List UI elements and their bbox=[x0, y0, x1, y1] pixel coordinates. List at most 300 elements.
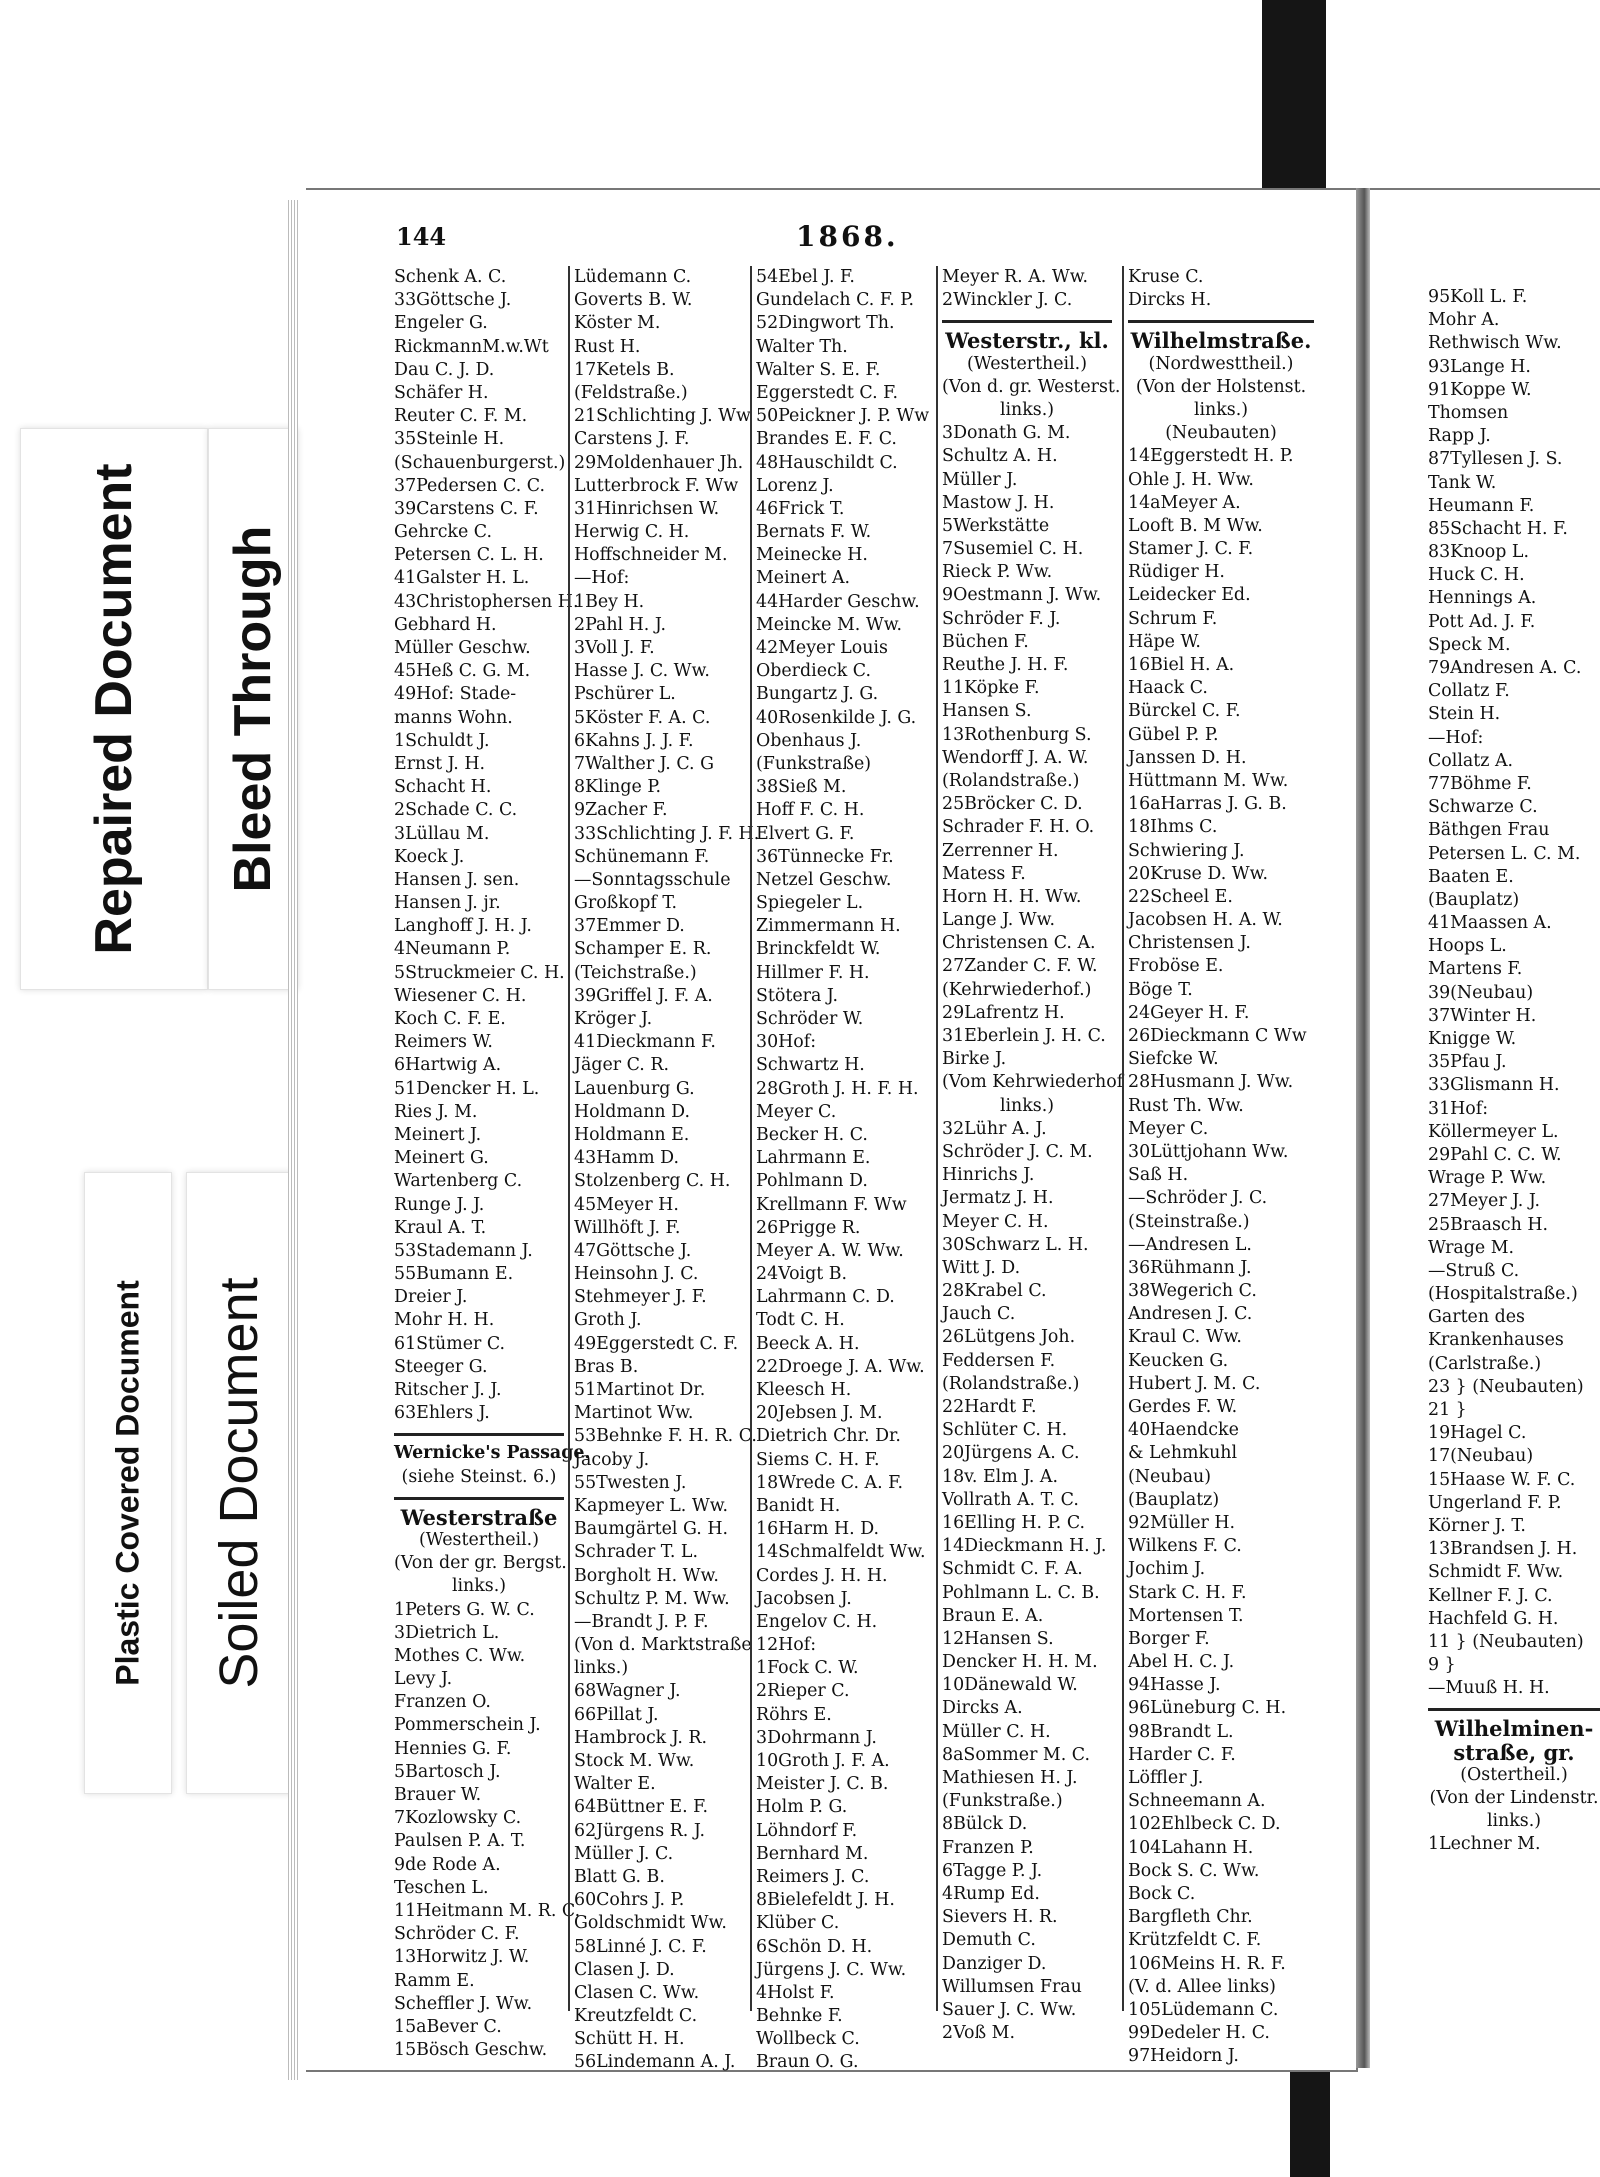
entry-line: Röhrs E. bbox=[756, 1704, 832, 1725]
entry-line: Schrader T. L. bbox=[574, 1542, 698, 1563]
entry-line: 61Stümer C. bbox=[394, 1333, 506, 1354]
passage-heading: Wernicke's Passage. bbox=[394, 1443, 591, 1464]
entry-line: Kraul C. Ww. bbox=[1128, 1327, 1242, 1348]
entry-line: 91Koppe W. bbox=[1428, 379, 1532, 400]
entry-line: links.) bbox=[1486, 1811, 1542, 1832]
entry-line: 25Braasch H. bbox=[1428, 1214, 1549, 1235]
section-rule bbox=[942, 312, 1112, 323]
entry-line: Gerdes F. W. bbox=[1128, 1397, 1238, 1417]
entry-line: Lahrmann E. bbox=[756, 1148, 871, 1169]
entry-line: Vollrath A. T. C. bbox=[942, 1489, 1079, 1510]
entry-line: Demuth C. bbox=[942, 1930, 1036, 1951]
entry-line: (Carlstraße.) bbox=[1428, 1353, 1542, 1374]
entry-line: 18Wrede C. A. F. bbox=[756, 1472, 904, 1493]
entry-line: Goldschmidt Ww. bbox=[574, 1913, 727, 1934]
entry-line: 21 } bbox=[1428, 1400, 1467, 1420]
entry-line: 33Göttsche J. bbox=[394, 290, 512, 311]
entry-line: 49Hof: Stade- bbox=[394, 684, 517, 705]
entry-line: Leidecker Ed. bbox=[1128, 585, 1251, 606]
entry-line: & Lehmkuhl bbox=[1128, 1443, 1238, 1464]
entry-line: Meincke M. Ww. bbox=[756, 614, 903, 635]
entry-line: Jürgens J. C. Ww. bbox=[756, 1959, 907, 1980]
section-rule bbox=[1128, 312, 1314, 323]
entry-line: 60Cohrs J. P. bbox=[574, 1890, 685, 1911]
entry-line: Schultz A. H. bbox=[942, 446, 1058, 467]
entry-line: Böge T. bbox=[1128, 979, 1193, 1000]
entry-line: Borgholt H. Ww. bbox=[574, 1565, 719, 1586]
entry-line: 47Göttsche J. bbox=[574, 1240, 692, 1261]
entry-line: Engeler G. bbox=[394, 313, 488, 334]
entry-line: 2Voß M. bbox=[942, 2023, 1015, 2044]
entry-line: Zerrenner H. bbox=[942, 840, 1059, 861]
entry-line: Dau C. J. D. bbox=[394, 359, 495, 380]
entry-line: 18Ihms C. bbox=[1128, 817, 1218, 838]
entry-line: —Brandt J. P. F. bbox=[574, 1611, 709, 1632]
entry-line: Meinert J. bbox=[394, 1124, 482, 1145]
entry-line: Banidt H. bbox=[756, 1495, 841, 1516]
entry-line: 44Harder Geschw. bbox=[756, 591, 920, 612]
entry-line: Bäthgen Frau bbox=[1428, 820, 1550, 841]
entry-line: 38Wegerich C. bbox=[1128, 1281, 1257, 1302]
entry-line: Kapmeyer L. Ww. bbox=[574, 1495, 729, 1516]
entry-line: (Vom Kehrwiederhof bbox=[942, 1072, 1124, 1093]
entry-line: —Andresen L. bbox=[1128, 1234, 1252, 1255]
entry-line: Häpe W. bbox=[1128, 631, 1201, 652]
entry-line: Sievers H. R. bbox=[942, 1907, 1058, 1928]
entry-line: Klüber C. bbox=[756, 1913, 840, 1934]
entry-line: 95Koll L. F. bbox=[1428, 287, 1528, 307]
entry-line: Bras B. bbox=[574, 1356, 639, 1377]
entry-line: 39Carstens C. F. bbox=[394, 498, 539, 519]
book-gutter bbox=[1356, 188, 1370, 2068]
entry-line: 1Lechner M. bbox=[1428, 1834, 1541, 1855]
entry-line: 11Köpke F. bbox=[942, 678, 1040, 699]
entry-line: Martens F. bbox=[1428, 959, 1523, 980]
entry-line: Löhndorf F. bbox=[756, 1820, 858, 1841]
entry-line: Krützfeldt C. F. bbox=[1128, 1930, 1262, 1951]
entry-line: (Von d. gr. Westerst. bbox=[942, 376, 1121, 397]
entry-line: Schenk A. C. bbox=[394, 267, 507, 287]
entry-line: Walter Th. bbox=[756, 336, 848, 357]
entry-line: 106Meins H. R. F. bbox=[1128, 1953, 1286, 1974]
entry-line: Zimmermann H. bbox=[756, 916, 901, 937]
entry-line: Schütt H. H. bbox=[574, 2029, 685, 2050]
entry-line: 4Rump Ed. bbox=[942, 1883, 1040, 1904]
entry-line: 35Pfau J. bbox=[1428, 1052, 1507, 1073]
entry-line: 3Voll J. F. bbox=[574, 638, 655, 658]
entry-line: Huck C. H. bbox=[1428, 565, 1525, 586]
column-divider bbox=[750, 266, 752, 2011]
entry-line: Hansen J. jr. bbox=[394, 893, 501, 914]
street-heading: Wilhelminen- bbox=[1434, 1716, 1594, 1742]
entry-line: Thomsen bbox=[1428, 402, 1509, 423]
entry-line: 46Frick T. bbox=[756, 498, 845, 519]
entry-line: 5Werkstätte bbox=[942, 515, 1050, 536]
entry-line: (Hospitalstraße.) bbox=[1428, 1284, 1578, 1305]
entry-line: 15Haase W. F. C. bbox=[1428, 1469, 1576, 1490]
entry-line: Dencker H. H. M. bbox=[942, 1652, 1098, 1673]
directory-column-5 bbox=[1128, 266, 1314, 2068]
entry-line: Becker H. C. bbox=[756, 1124, 868, 1145]
entry-line: Tank W. bbox=[1428, 472, 1497, 493]
entry-line: Martinot Ww. bbox=[574, 1403, 694, 1424]
entry-line: 3Donath G. M. bbox=[942, 423, 1071, 444]
entry-line: Hillmer F. H. bbox=[756, 962, 870, 983]
entry-line: 10Groth J. F. A. bbox=[756, 1751, 890, 1771]
entry-line: Brauer W. bbox=[394, 1785, 482, 1805]
entry-line: Borger F. bbox=[1128, 1628, 1210, 1649]
entry-line: 24Voigt B. bbox=[756, 1264, 848, 1285]
entry-line: Müller J. bbox=[942, 469, 1018, 490]
entry-line: 6Kahns J. J. F. bbox=[574, 730, 694, 751]
entry-line: 77Böhme F. bbox=[1428, 773, 1532, 794]
entry-line: Krankenhauses bbox=[1428, 1330, 1564, 1351]
entry-line: 40Rosenkilde J. G. bbox=[756, 707, 917, 728]
entry-line: Christensen J. bbox=[1128, 933, 1251, 954]
entry-line: 9Zacher F. bbox=[574, 800, 668, 821]
entry-line: 26Prigge R. bbox=[756, 1217, 861, 1238]
entry-line: Meinert A. bbox=[756, 568, 851, 589]
entry-line: Hennies G. F. bbox=[394, 1738, 512, 1759]
entry-line: 98Brandt L. bbox=[1128, 1721, 1234, 1742]
entry-line: Rieck P. Ww. bbox=[942, 562, 1053, 583]
entry-line: Behnke F. bbox=[756, 2006, 843, 2027]
entry-line: Runge J. J. bbox=[394, 1194, 485, 1215]
entry-line: 105Lüdemann C. bbox=[1128, 1999, 1279, 2020]
label-soiled-document: Soiled Document bbox=[186, 1172, 292, 1794]
entry-line: 58Linné J. C. F. bbox=[574, 1936, 707, 1957]
entry-line: (Von der Holstenst. bbox=[1135, 376, 1307, 397]
entry-line: 79Andresen A. C. bbox=[1428, 658, 1582, 678]
entry-line: —Muuß H. H. bbox=[1428, 1678, 1550, 1699]
entry-line: Goverts B. W. bbox=[574, 290, 693, 311]
entry-line: 8Klinge P. bbox=[574, 777, 662, 798]
entry-line: Meyer A. W. Ww. bbox=[756, 1240, 904, 1261]
entry-line: Herwig C. H. bbox=[574, 522, 690, 543]
entry-line: 27Meyer J. J. bbox=[1428, 1191, 1541, 1212]
entry-line: Mortensen T. bbox=[1128, 1605, 1244, 1626]
entry-line: 5Köster F. A. C. bbox=[574, 707, 711, 728]
entry-line: 7Susemiel C. H. bbox=[942, 539, 1084, 560]
entry-line: 23 } (Neubauten) bbox=[1428, 1376, 1584, 1397]
entry-line: Haack C. bbox=[1128, 678, 1208, 699]
entry-line: Matess F. bbox=[942, 863, 1026, 884]
entry-line: Willhöft J. F. bbox=[574, 1217, 681, 1238]
entry-line: 2Winckler J. C. bbox=[942, 290, 1073, 311]
entry-line: Ungerland F. P. bbox=[1428, 1492, 1562, 1513]
entry-line: (Westertheil.) bbox=[967, 353, 1087, 374]
section-rule bbox=[1428, 1700, 1600, 1711]
entry-line: 16Elling H. P. C. bbox=[942, 1512, 1086, 1533]
entry-line: 31Hof: bbox=[1428, 1098, 1489, 1119]
directory-column-2 bbox=[574, 266, 760, 2075]
entry-line: Mathiesen H. J. bbox=[942, 1768, 1078, 1788]
entry-line: (Ostertheil.) bbox=[1460, 1764, 1568, 1785]
entry-line: Obenhaus J. bbox=[756, 730, 862, 751]
entry-line: Wiesener C. H. bbox=[394, 985, 527, 1006]
entry-line: Eggerstedt C. F. bbox=[756, 382, 899, 403]
entry-line: links.) bbox=[1193, 399, 1249, 420]
entry-line: (Rolandstraße.) bbox=[942, 1373, 1080, 1394]
entry-line: 55Twesten J. bbox=[574, 1472, 687, 1493]
entry-line: 3Dohrmann J. bbox=[756, 1727, 877, 1748]
entry-line: Kruse C. bbox=[1128, 267, 1204, 287]
entry-line: Reuter C. F. M. bbox=[394, 406, 528, 427]
entry-line: Meyer C. H. bbox=[942, 1211, 1049, 1232]
entry-line: Lange J. Ww. bbox=[942, 910, 1055, 931]
entry-line: Ohle J. H. Ww. bbox=[1128, 469, 1254, 490]
entry-line: Hüttmann M. Ww. bbox=[1128, 770, 1289, 791]
entry-line: (Neubauten) bbox=[1165, 423, 1277, 444]
entry-line: links.) bbox=[999, 399, 1055, 420]
entry-line: 99Dedeler H. C. bbox=[1128, 2023, 1270, 2044]
entry-line: 6Hartwig A. bbox=[394, 1055, 502, 1076]
entry-line: 37Emmer D. bbox=[574, 916, 685, 937]
directory-column-4 bbox=[942, 266, 1124, 2045]
entry-line: Dreier J. bbox=[394, 1287, 468, 1308]
entry-line: Schrum F. bbox=[1128, 608, 1218, 629]
entry-line: Rethwisch Ww. bbox=[1428, 333, 1562, 354]
entry-line: 14Schmalfeldt Ww. bbox=[756, 1542, 926, 1563]
entry-line: Mastow J. H. bbox=[942, 492, 1055, 513]
entry-line: Koeck J. bbox=[394, 846, 465, 867]
entry-line: 28Husmann J. Ww. bbox=[1128, 1072, 1294, 1093]
entry-line: —Struß C. bbox=[1428, 1260, 1520, 1281]
entry-line: 42Meyer Louis bbox=[756, 638, 888, 658]
entry-line: 9de Rode A. bbox=[394, 1854, 501, 1875]
entry-line: 20Jürgens A. C. bbox=[942, 1443, 1080, 1464]
entry-line: (Bauplatz) bbox=[1128, 1489, 1220, 1510]
entry-line: (Feldstraße.) bbox=[574, 382, 688, 403]
entry-line: Heumann F. bbox=[1428, 495, 1535, 516]
entry-line: Lorenz J. bbox=[756, 475, 834, 496]
entry-line: (Neubau) bbox=[1128, 1466, 1211, 1487]
entry-line: Dietrich Chr. Dr. bbox=[756, 1426, 901, 1447]
entry-line: (Von d. Marktstraße bbox=[574, 1635, 752, 1656]
entry-line: (Kehrwiederhof.) bbox=[942, 979, 1092, 1000]
directory-column-1 bbox=[394, 266, 591, 2062]
section-rule bbox=[394, 1489, 564, 1500]
entry-line: —Hof: bbox=[1428, 727, 1484, 748]
entry-line: 6Tagge P. J. bbox=[942, 1860, 1043, 1881]
entry-line: Wartenberg C. bbox=[394, 1171, 523, 1192]
entry-line: 83Knoop L. bbox=[1428, 542, 1529, 563]
entry-line: 19Hagel C. bbox=[1428, 1423, 1527, 1444]
entry-line: Hinrichs J. bbox=[942, 1165, 1035, 1186]
entry-line: Büchen F. bbox=[942, 631, 1029, 652]
entry-line: 41Dieckmann F. bbox=[574, 1032, 716, 1053]
entry-line: 40Haendcke bbox=[1128, 1420, 1239, 1441]
entry-line: 5Struckmeier C. H. bbox=[394, 962, 565, 983]
entry-line: Löffler J. bbox=[1128, 1768, 1204, 1788]
entry-line: 8aSommer M. C. bbox=[942, 1744, 1091, 1765]
entry-line: Horn H. H. Ww. bbox=[942, 886, 1082, 907]
entry-line: Körner J. T. bbox=[1428, 1515, 1526, 1536]
entry-line: 43Christophersen H. bbox=[394, 591, 579, 612]
entry-line: (Nordwesttheil.) bbox=[1148, 353, 1294, 374]
entry-line: Lutterbrock F. Ww bbox=[574, 475, 739, 496]
entry-line: Elvert G. F. bbox=[756, 823, 855, 844]
entry-line: Köllermeyer L. bbox=[1428, 1121, 1559, 1142]
entry-line: Schäfer H. bbox=[394, 382, 489, 403]
entry-line: Ritscher J. J. bbox=[394, 1380, 502, 1400]
entry-line: Jermatz J. H. bbox=[942, 1188, 1054, 1209]
entry-line: Birke J. bbox=[942, 1049, 1007, 1070]
entry-line: Heinsohn J. C. bbox=[574, 1264, 699, 1285]
entry-line: 1Schuldt J. bbox=[394, 730, 490, 751]
entry-line: 1Peters G. W. C. bbox=[394, 1599, 535, 1620]
entry-line: 12Hof: bbox=[756, 1635, 817, 1656]
entry-line: 64Büttner E. F. bbox=[574, 1797, 709, 1818]
entry-line: 9 } bbox=[1428, 1655, 1456, 1676]
entry-line: 38Sieß M. bbox=[756, 777, 847, 798]
entry-line: Schrader F. H. O. bbox=[942, 817, 1095, 838]
entry-line: Ramm E. bbox=[394, 1970, 475, 1991]
entry-line: 13Horwitz J. W. bbox=[394, 1947, 530, 1968]
entry-line: 16Biel H. A. bbox=[1128, 655, 1235, 675]
column-divider bbox=[936, 266, 938, 2011]
entry-line: 1Fock C. W. bbox=[756, 1658, 859, 1679]
entry-line: 3Lüllau M. bbox=[394, 823, 490, 844]
entry-line: 11 } (Neubauten) bbox=[1428, 1631, 1584, 1652]
entry-line: 53Stademann J. bbox=[394, 1240, 533, 1261]
entry-line: Gundelach C. F. P. bbox=[756, 290, 914, 311]
entry-line: manns Wohn. bbox=[394, 707, 513, 728]
entry-line: Spiegeler L. bbox=[756, 893, 864, 914]
entry-line: Christensen C. A. bbox=[942, 933, 1096, 954]
entry-line: Müller J. C. bbox=[574, 1843, 674, 1864]
entry-line: Koch C. F. E. bbox=[394, 1009, 506, 1029]
entry-line: Stolzenberg C. H. bbox=[574, 1171, 731, 1192]
entry-line: Kleesch H. bbox=[756, 1380, 852, 1400]
entry-line: Stötera J. bbox=[756, 985, 839, 1006]
entry-line: Meinecke H. bbox=[756, 545, 868, 566]
entry-line: Holdmann E. bbox=[574, 1124, 690, 1145]
entry-line: 51Dencker H. L. bbox=[394, 1078, 540, 1099]
entry-line: (Funkstraße) bbox=[756, 753, 872, 774]
entry-line: 45Heß C. G. M. bbox=[394, 661, 531, 682]
entry-line: Schacht H. bbox=[394, 777, 492, 798]
entry-line: Hachfeld G. H. bbox=[1428, 1608, 1559, 1629]
entry-line: Kellner F. J. C. bbox=[1428, 1585, 1553, 1606]
entry-line: Stock M. Ww. bbox=[574, 1751, 695, 1771]
section-rule bbox=[394, 1425, 564, 1436]
entry-line: 50Peickner J. P. Ww bbox=[756, 406, 930, 427]
entry-line: Schultz P. M. Ww. bbox=[574, 1588, 730, 1609]
entry-line: Looft B. M Ww. bbox=[1128, 515, 1263, 536]
entry-line: Hoff F. C. H. bbox=[756, 800, 865, 821]
entry-line: 51Martinot Dr. bbox=[574, 1380, 706, 1400]
entry-line: Kreutzfeldt C. bbox=[574, 2006, 698, 2027]
entry-line: 56Lindemann A. J. bbox=[574, 2052, 736, 2073]
entry-line: Abel H. C. J. bbox=[1128, 1652, 1235, 1673]
entry-line: Mothes C. Ww. bbox=[394, 1645, 526, 1666]
entry-line: Collatz A. bbox=[1428, 750, 1514, 771]
entry-line: Schwartz H. bbox=[756, 1055, 865, 1076]
entry-line: 15Bösch Geschw. bbox=[394, 2040, 548, 2061]
entry-line: Engelov C. H. bbox=[756, 1611, 878, 1632]
entry-line: 68Wagner J. bbox=[574, 1681, 681, 1702]
entry-line: Jacobsen J. bbox=[756, 1588, 852, 1609]
entry-line: 85Schacht H. F. bbox=[1428, 518, 1568, 539]
entry-line: Hubert J. M. C. bbox=[1128, 1373, 1261, 1394]
entry-line: Blatt G. B. bbox=[574, 1866, 665, 1887]
entry-line: Langhoff J. H. J. bbox=[394, 916, 532, 937]
entry-line: 93Lange H. bbox=[1428, 356, 1531, 377]
entry-line: Steeger G. bbox=[394, 1356, 488, 1377]
page-number: 144 bbox=[396, 222, 447, 251]
entry-line: 102Ehlbeck C. D. bbox=[1128, 1814, 1281, 1835]
entry-line: Collatz F. bbox=[1428, 681, 1510, 702]
entry-line: links.) bbox=[574, 1658, 629, 1679]
entry-line: Petersen C. L. H. bbox=[394, 545, 544, 566]
entry-line: Petersen L. C. M. bbox=[1428, 843, 1581, 864]
entry-line: Bernhard M. bbox=[756, 1843, 869, 1864]
entry-line: Bernats F. W. bbox=[756, 522, 872, 543]
entry-line: 43Hamm D. bbox=[574, 1148, 680, 1169]
entry-line: 30Lüttjohann Ww. bbox=[1128, 1141, 1289, 1162]
binder-clip-top bbox=[1262, 0, 1326, 212]
entry-line: 8Bülck D. bbox=[942, 1814, 1028, 1835]
entry-line: Gebhard H. bbox=[394, 614, 497, 635]
entry-line: Gübel P. P. bbox=[1128, 724, 1219, 745]
entry-line: 28Krabel C. bbox=[942, 1281, 1047, 1302]
entry-line: Andresen J. C. bbox=[1128, 1304, 1253, 1325]
entry-line: Mohr H. H. bbox=[394, 1310, 495, 1331]
entry-line: 37Pedersen C. C. bbox=[394, 475, 545, 496]
entry-line: Brinckfeldt W. bbox=[756, 939, 881, 960]
entry-line: 16aHarras J. G. B. bbox=[1128, 794, 1287, 815]
entry-line: Jäger C. R. bbox=[574, 1055, 669, 1076]
entry-line: 22Droege J. A. Ww. bbox=[756, 1356, 925, 1377]
entry-line: Schröder W. bbox=[756, 1009, 864, 1029]
label-repaired-document: Repaired Document bbox=[20, 428, 208, 990]
entry-line: (Westertheil.) bbox=[419, 1529, 539, 1550]
entry-line: 30Hof: bbox=[756, 1032, 817, 1053]
entry-line: Hoffschneider M. bbox=[574, 545, 728, 566]
entry-line: (Steinstraße.) bbox=[1128, 1211, 1250, 1232]
entry-line: 49Eggerstedt C. F. bbox=[574, 1333, 739, 1354]
entry-line: —Hof: bbox=[574, 568, 630, 589]
entry-line: 41Maassen A. bbox=[1428, 913, 1552, 934]
entry-line: Stamer J. C. F. bbox=[1128, 539, 1254, 560]
entry-line: —Schröder J. C. bbox=[1128, 1188, 1268, 1209]
entry-line: Holdmann D. bbox=[574, 1101, 690, 1122]
entry-line: Schmidt F. Ww. bbox=[1428, 1562, 1564, 1583]
page-edge bbox=[288, 200, 298, 2080]
entry-line: Groth J. bbox=[574, 1310, 642, 1331]
entry-line: Braun E. A. bbox=[942, 1605, 1044, 1626]
entry-line: Rust Th. Ww. bbox=[1128, 1095, 1244, 1116]
entry-line: 33Glismann H. bbox=[1428, 1075, 1560, 1096]
entry-line: Walter E. bbox=[574, 1774, 656, 1795]
entry-line: 29Lafrentz H. bbox=[942, 1002, 1065, 1023]
entry-line: 39Griffel J. F. A. bbox=[574, 985, 713, 1006]
entry-line: 4Neumann P. bbox=[394, 939, 511, 960]
entry-line: Clasen J. D. bbox=[574, 1959, 675, 1980]
entry-line: (Schauenburgerst.) bbox=[394, 452, 566, 473]
entry-line: Baumgärtel G. H. bbox=[574, 1519, 729, 1540]
entry-line: Meinert G. bbox=[394, 1148, 489, 1169]
entry-line: 36Tünnecke Fr. bbox=[756, 846, 894, 867]
entry-line: 63Ehlers J. bbox=[394, 1403, 490, 1424]
entry-line: Schröder C. F. bbox=[394, 1924, 520, 1945]
entry-line: 29Pahl C. C. W. bbox=[1428, 1144, 1562, 1165]
entry-line: (siehe Steinst. 6.) bbox=[401, 1466, 557, 1487]
entry-line: 41Galster H. L. bbox=[394, 568, 530, 589]
entry-line: Pott Ad. J. F. bbox=[1428, 611, 1536, 632]
entry-line: Levy J. bbox=[394, 1669, 453, 1690]
